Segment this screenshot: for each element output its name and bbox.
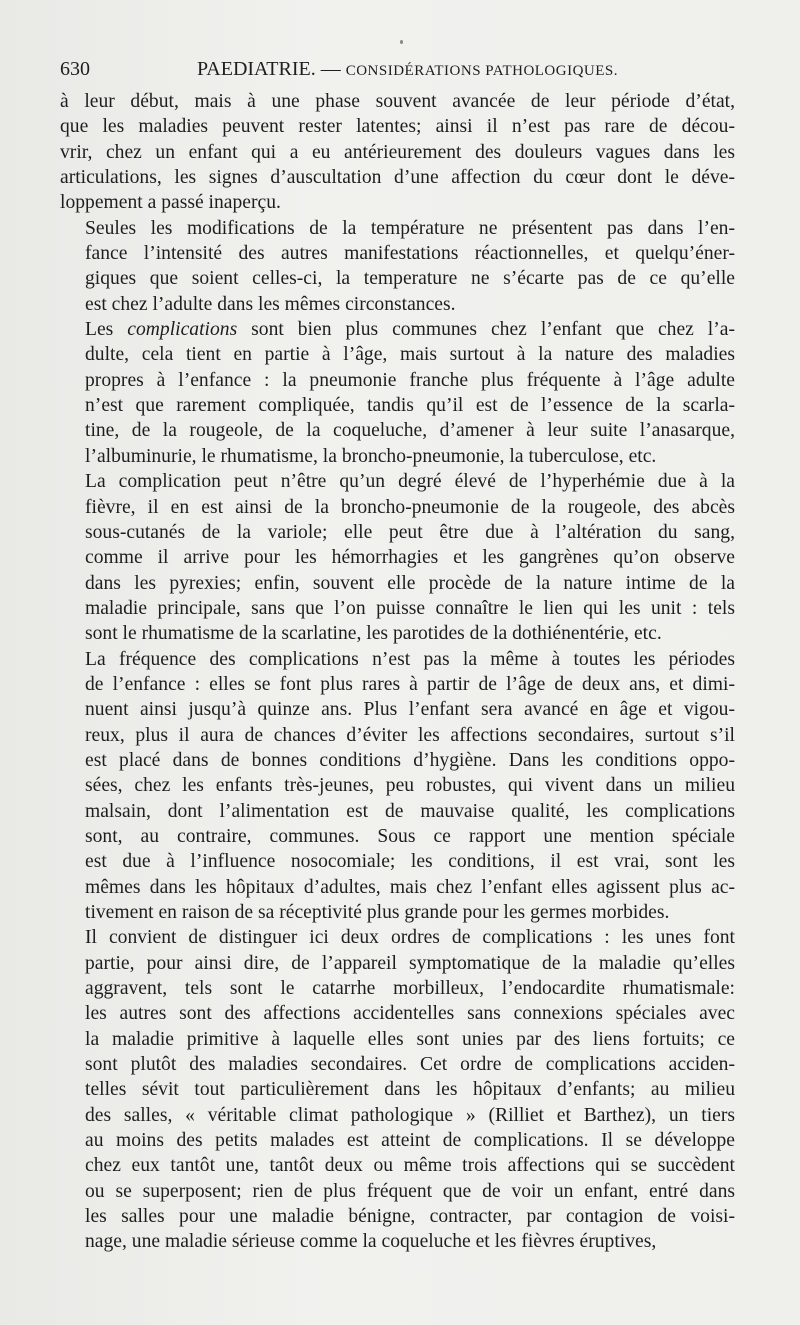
text-line: propres à l’enfance : la pneumonie franche plus fréquente à l’âge adulte (85, 369, 735, 391)
paragraph (60, 925, 735, 1254)
body-text (60, 89, 735, 1255)
text-line: est placé dans de bonnes conditions d’hygiène. Dans les conditions oppo- (85, 749, 735, 771)
text-line: telles sévit tout particulièrement dans les hôpitaux d’enfants; au milieu (85, 1079, 735, 1101)
paragraph (60, 216, 735, 317)
text-line: sous-cutanés de la variole; elle peut être due à l’altération du sang, (85, 521, 735, 543)
text-line: dulte, cela tient en partie à l’âge, mais surtout à la nature des maladies (85, 344, 735, 366)
text-line: Il convient de distinguer ici deux ordres de complications : les unes font (85, 927, 735, 949)
text-line: malsain, dont l’alimentation est de mauvaise qualité, les complications (85, 800, 735, 822)
text-line: La fréquence des complications n’est pas la même à toutes les périodes (85, 648, 735, 670)
text-line: sont plutôt des maladies secondaires. Cet ordre de complications acciden- (85, 1054, 735, 1076)
text-line: l’albuminurie, le rhumatisme, la broncho-pneumonie, la tuberculose, etc. (85, 445, 657, 467)
paragraph (60, 647, 735, 926)
page-number: 630 (60, 58, 90, 80)
text-line: sont le rhumatisme de la scarlatine, les parotides de la dothiénentérie, etc. (85, 623, 662, 645)
text-line: giques que soient celles-ci, la temperature ne s’écarte pas de ce qu’elle (85, 268, 735, 290)
text-line: comme il arrive pour les hémorrhagies et les gangrènes qu’on observe (85, 547, 735, 569)
text-line: que les maladies peuvent rester latentes; ainsi il n’est pas rare de décou- (60, 116, 735, 138)
text-line: ou se superposent; rien de plus fréquent que de voir un enfant, entré dans (85, 1180, 735, 1202)
running-title: PAEDIATRIE. (197, 58, 316, 80)
text-line: au moins des petits malades est atteint de complications. Il se développe (85, 1130, 735, 1152)
text-line: tine, de la rougeole, de la coqueluche, d’amener à leur suite l’anasarque, (85, 420, 735, 442)
text-line: sont, au contraire, communes. Sous ce rapport une mention spéciale (85, 825, 735, 847)
text-line: dans les pyrexies; enfin, souvent elle procède de la nature intime de la (85, 572, 735, 594)
text-line: tivement en raison de sa réceptivité plus grande pour les germes morbides. (85, 902, 670, 923)
text-line: les salles pour une maladie bénigne, contracter, par contagion de voisi- (85, 1206, 735, 1228)
text-line: fièvre, il en est ainsi de la broncho-pneumonie de la rougeole, des abcès (85, 496, 735, 518)
text-line: chez eux tantôt une, tantôt deux ou même trois affections qui se succèdent (85, 1155, 735, 1177)
text-line: des salles, « véritable climat pathologique » (Rilliet et Barthez), un tiers (85, 1104, 735, 1126)
text-line: partie, pour ainsi dire, de l’appareil symptomatique de la maladie qu’elles (85, 952, 735, 974)
text-line: à leur début, mais à une phase souvent avancée de leur période d’état, (60, 91, 735, 112)
text-line: sées, chez les enfants très-jeunes, peu robustes, qui vivent dans un milieu (85, 775, 735, 797)
text-line: Les complications sont bien plus communes chez l’enfant que chez l’a- (85, 319, 735, 341)
text-line: est chez l’adulte dans les mêmes circonstances. (85, 293, 456, 315)
running-subtitle: CONSIDÉRATIONS PATHOLOGIQUES. (345, 63, 619, 79)
text-line: vrir, chez un enfant qui a eu antérieurement des douleurs vagues dans les (60, 141, 735, 163)
text-line: fance l’intensité des autres manifestations réactionnelles, et quelqu’éner- (85, 243, 735, 265)
text-line: nage, une maladie sérieuse comme la coqueluche et les fièvres éruptives, (85, 1231, 657, 1253)
text-line: La complication peut n’être qu’un degré élevé de l’hyperhémie due à la (85, 471, 735, 493)
text-line: articulations, les signes d’auscultation d’une affection du cœur dont le déve- (60, 167, 735, 189)
text-line: aggravent, tels sont le catarrhe morbilleux, l’endocardite rhumatismale: (85, 978, 735, 1000)
text-line: maladie principale, sans que l’on puisse connaître le lien qui les unit : tels (85, 597, 735, 619)
paragraph (60, 89, 735, 216)
text-line: de l’enfance : elles se font plus rares à partir de l’âge de deux ans, et dimi- (85, 673, 735, 695)
text-line: n’est que rarement compliquée, tandis qu’il est de l’essence de la scarla- (85, 395, 735, 417)
paragraph (60, 469, 735, 646)
text-line: mêmes dans les hôpitaux d’adultes, mais chez l’enfant elles agissent plus ac- (85, 876, 735, 898)
text-line: reux, plus il aura de chances d’éviter les affections secondaires, surtout s’il (85, 724, 735, 746)
paragraph (60, 317, 735, 469)
text-line: les autres sont des affections accidentelles sans connexions spéciales avec (85, 1003, 735, 1025)
ink-speck (400, 40, 403, 44)
text-line: est due à l’influence nosocomiale; les conditions, il est vrai, sont les (85, 851, 735, 873)
text-line: Seules les modifications de la température ne présentent pas dans l’en- (85, 217, 735, 239)
page-header (60, 56, 740, 82)
running-head (197, 56, 618, 84)
text-line: nuent ainsi jusqu’à quinze ans. Plus l’enfant sera avancé en âge et vigou- (85, 699, 735, 721)
running-head-dash: — (320, 58, 341, 80)
text-line: loppement a passé inaperçu. (60, 192, 281, 214)
text-line: la maladie primitive à laquelle elles sont unies par des liens fortuits; ce (85, 1028, 735, 1050)
